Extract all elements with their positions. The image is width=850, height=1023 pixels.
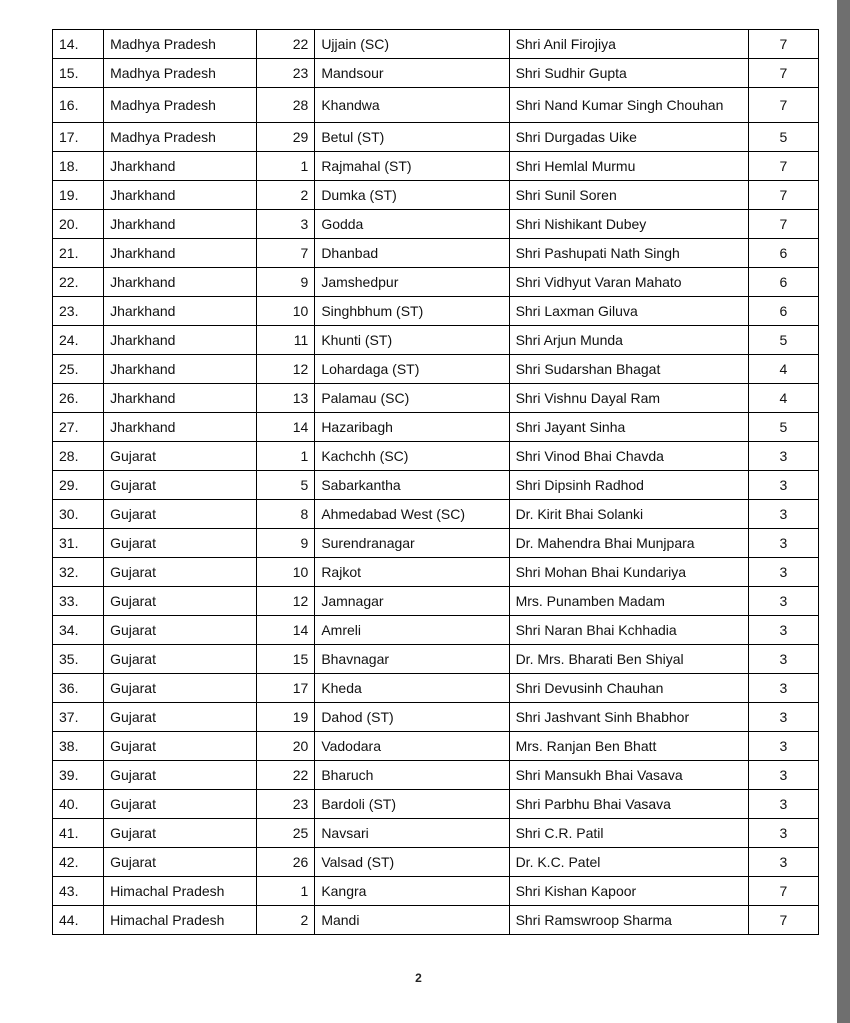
pc-number-cell: 20 xyxy=(257,732,315,761)
serial-number-cell: 29. xyxy=(53,471,104,500)
serial-number-cell: 16. xyxy=(53,88,104,123)
constituency-cell: Khandwa xyxy=(315,88,509,123)
member-name-cell: Shri Jashvant Sinh Bhabhor xyxy=(509,703,748,732)
table-row xyxy=(53,674,819,703)
count-cell: 6 xyxy=(748,239,818,268)
constituency-cell: Valsad (ST) xyxy=(315,848,509,877)
pc-number-cell: 10 xyxy=(257,297,315,326)
count-cell: 7 xyxy=(748,210,818,239)
member-name-cell: Shri Vidhyut Varan Mahato xyxy=(509,268,748,297)
count-cell: 3 xyxy=(748,703,818,732)
state-cell: Gujarat xyxy=(104,471,257,500)
count-cell: 4 xyxy=(748,384,818,413)
serial-number-cell: 44. xyxy=(53,906,104,935)
serial-number-cell: 31. xyxy=(53,529,104,558)
constituency-cell: Navsari xyxy=(315,819,509,848)
state-cell: Gujarat xyxy=(104,500,257,529)
pc-number-cell: 11 xyxy=(257,326,315,355)
count-cell: 3 xyxy=(748,558,818,587)
member-name-cell: Shri Pashupati Nath Singh xyxy=(509,239,748,268)
state-cell: Gujarat xyxy=(104,848,257,877)
count-cell: 7 xyxy=(748,906,818,935)
table-row xyxy=(53,471,819,500)
table-row xyxy=(53,210,819,239)
count-cell: 7 xyxy=(748,88,818,123)
member-name-cell: Shri Hemlal Murmu xyxy=(509,152,748,181)
pc-number-cell: 8 xyxy=(257,500,315,529)
serial-number-cell: 24. xyxy=(53,326,104,355)
count-cell: 3 xyxy=(748,761,818,790)
constituency-cell: Bharuch xyxy=(315,761,509,790)
member-name-cell: Shri Ramswroop Sharma xyxy=(509,906,748,935)
constituency-cell: Mandsour xyxy=(315,59,509,88)
serial-number-cell: 25. xyxy=(53,355,104,384)
state-cell: Gujarat xyxy=(104,587,257,616)
constituency-cell: Singhbhum (ST) xyxy=(315,297,509,326)
table-row xyxy=(53,413,819,442)
serial-number-cell: 33. xyxy=(53,587,104,616)
constituency-cell: Hazaribagh xyxy=(315,413,509,442)
state-cell: Gujarat xyxy=(104,529,257,558)
table-row xyxy=(53,558,819,587)
member-name-cell: Shri Sudhir Gupta xyxy=(509,59,748,88)
pc-number-cell: 3 xyxy=(257,210,315,239)
pc-number-cell: 5 xyxy=(257,471,315,500)
state-cell: Gujarat xyxy=(104,761,257,790)
state-cell: Jharkhand xyxy=(104,239,257,268)
table-row xyxy=(53,616,819,645)
state-cell: Gujarat xyxy=(104,616,257,645)
member-name-cell: Shri Dipsinh Radhod xyxy=(509,471,748,500)
serial-number-cell: 36. xyxy=(53,674,104,703)
state-cell: Jharkhand xyxy=(104,355,257,384)
member-name-cell: Shri Nishikant Dubey xyxy=(509,210,748,239)
table-row xyxy=(53,819,819,848)
constituency-cell: Mandi xyxy=(315,906,509,935)
constituency-cell: Jamshedpur xyxy=(315,268,509,297)
table-row xyxy=(53,59,819,88)
table-row xyxy=(53,239,819,268)
table-row xyxy=(53,500,819,529)
count-cell: 3 xyxy=(748,848,818,877)
member-name-cell: Dr. Mahendra Bhai Munjpara xyxy=(509,529,748,558)
pc-number-cell: 19 xyxy=(257,703,315,732)
serial-number-cell: 34. xyxy=(53,616,104,645)
pc-number-cell: 10 xyxy=(257,558,315,587)
count-cell: 3 xyxy=(748,587,818,616)
state-cell: Gujarat xyxy=(104,790,257,819)
state-cell: Jharkhand xyxy=(104,152,257,181)
serial-number-cell: 28. xyxy=(53,442,104,471)
member-name-cell: Shri Mansukh Bhai Vasava xyxy=(509,761,748,790)
count-cell: 3 xyxy=(748,674,818,703)
pc-number-cell: 7 xyxy=(257,239,315,268)
pc-number-cell: 15 xyxy=(257,645,315,674)
member-name-cell: Shri Nand Kumar Singh Chouhan xyxy=(509,88,748,123)
state-cell: Himachal Pradesh xyxy=(104,877,257,906)
count-cell: 7 xyxy=(748,181,818,210)
state-cell: Gujarat xyxy=(104,732,257,761)
serial-number-cell: 41. xyxy=(53,819,104,848)
count-cell: 3 xyxy=(748,500,818,529)
serial-number-cell: 26. xyxy=(53,384,104,413)
state-cell: Gujarat xyxy=(104,442,257,471)
constituency-cell: Khunti (ST) xyxy=(315,326,509,355)
table-body xyxy=(53,30,819,935)
pc-number-cell: 12 xyxy=(257,355,315,384)
state-cell: Madhya Pradesh xyxy=(104,30,257,59)
state-cell: Madhya Pradesh xyxy=(104,59,257,88)
constituency-cell: Ujjain (SC) xyxy=(315,30,509,59)
constituency-cell: Kheda xyxy=(315,674,509,703)
pc-number-cell: 22 xyxy=(257,761,315,790)
pc-number-cell: 1 xyxy=(257,152,315,181)
serial-number-cell: 27. xyxy=(53,413,104,442)
table-row xyxy=(53,88,819,123)
table-row xyxy=(53,732,819,761)
table-row xyxy=(53,384,819,413)
table-row xyxy=(53,442,819,471)
count-cell: 7 xyxy=(748,152,818,181)
serial-number-cell: 17. xyxy=(53,123,104,152)
count-cell: 3 xyxy=(748,732,818,761)
serial-number-cell: 39. xyxy=(53,761,104,790)
member-name-cell: Shri Jayant Sinha xyxy=(509,413,748,442)
pc-number-cell: 14 xyxy=(257,616,315,645)
member-name-cell: Shri Anil Firojiya xyxy=(509,30,748,59)
serial-number-cell: 37. xyxy=(53,703,104,732)
table-row xyxy=(53,587,819,616)
constituency-cell: Dumka (ST) xyxy=(315,181,509,210)
count-cell: 7 xyxy=(748,877,818,906)
serial-number-cell: 32. xyxy=(53,558,104,587)
member-name-cell: Shri Durgadas Uike xyxy=(509,123,748,152)
pc-number-cell: 23 xyxy=(257,790,315,819)
constituency-cell: Surendranagar xyxy=(315,529,509,558)
table-row xyxy=(53,152,819,181)
count-cell: 3 xyxy=(748,790,818,819)
count-cell: 3 xyxy=(748,645,818,674)
pc-number-cell: 26 xyxy=(257,848,315,877)
serial-number-cell: 43. xyxy=(53,877,104,906)
state-cell: Jharkhand xyxy=(104,384,257,413)
constituency-cell: Bardoli (ST) xyxy=(315,790,509,819)
count-cell: 3 xyxy=(748,819,818,848)
serial-number-cell: 18. xyxy=(53,152,104,181)
count-cell: 7 xyxy=(748,30,818,59)
constituency-cell: Sabarkantha xyxy=(315,471,509,500)
constituency-cell: Palamau (SC) xyxy=(315,384,509,413)
constituency-cell: Kangra xyxy=(315,877,509,906)
member-name-cell: Dr. Mrs. Bharati Ben Shiyal xyxy=(509,645,748,674)
constituency-cell: Godda xyxy=(315,210,509,239)
state-cell: Jharkhand xyxy=(104,268,257,297)
member-name-cell: Shri Parbhu Bhai Vasava xyxy=(509,790,748,819)
constituency-cell: Vadodara xyxy=(315,732,509,761)
serial-number-cell: 30. xyxy=(53,500,104,529)
serial-number-cell: 19. xyxy=(53,181,104,210)
state-cell: Jharkhand xyxy=(104,210,257,239)
table-row xyxy=(53,181,819,210)
pc-number-cell: 22 xyxy=(257,30,315,59)
member-name-cell: Shri Mohan Bhai Kundariya xyxy=(509,558,748,587)
count-cell: 5 xyxy=(748,413,818,442)
table-row xyxy=(53,326,819,355)
pc-number-cell: 2 xyxy=(257,181,315,210)
table-row xyxy=(53,790,819,819)
member-name-cell: Shri C.R. Patil xyxy=(509,819,748,848)
serial-number-cell: 15. xyxy=(53,59,104,88)
member-name-cell: Shri Laxman Giluva xyxy=(509,297,748,326)
pc-number-cell: 12 xyxy=(257,587,315,616)
member-name-cell: Shri Sunil Soren xyxy=(509,181,748,210)
pc-number-cell: 13 xyxy=(257,384,315,413)
count-cell: 7 xyxy=(748,59,818,88)
member-name-cell: Shri Vishnu Dayal Ram xyxy=(509,384,748,413)
table-row xyxy=(53,529,819,558)
count-cell: 6 xyxy=(748,297,818,326)
count-cell: 5 xyxy=(748,326,818,355)
table-row xyxy=(53,848,819,877)
state-cell: Madhya Pradesh xyxy=(104,88,257,123)
member-name-cell: Mrs. Ranjan Ben Bhatt xyxy=(509,732,748,761)
member-name-cell: Dr. Kirit Bhai Solanki xyxy=(509,500,748,529)
constituency-cell: Bhavnagar xyxy=(315,645,509,674)
member-name-cell: Shri Naran Bhai Kchhadia xyxy=(509,616,748,645)
table-row xyxy=(53,703,819,732)
serial-number-cell: 20. xyxy=(53,210,104,239)
state-cell: Gujarat xyxy=(104,819,257,848)
pc-number-cell: 9 xyxy=(257,529,315,558)
serial-number-cell: 14. xyxy=(53,30,104,59)
serial-number-cell: 38. xyxy=(53,732,104,761)
state-cell: Gujarat xyxy=(104,674,257,703)
count-cell: 5 xyxy=(748,123,818,152)
state-cell: Jharkhand xyxy=(104,297,257,326)
table-row xyxy=(53,645,819,674)
state-cell: Gujarat xyxy=(104,703,257,732)
pc-number-cell: 17 xyxy=(257,674,315,703)
table-row xyxy=(53,906,819,935)
state-cell: Gujarat xyxy=(104,645,257,674)
member-name-cell: Shri Kishan Kapoor xyxy=(509,877,748,906)
pc-number-cell: 28 xyxy=(257,88,315,123)
viewer-edge xyxy=(837,0,850,1023)
constituency-cell: Rajkot xyxy=(315,558,509,587)
serial-number-cell: 42. xyxy=(53,848,104,877)
member-name-cell: Shri Arjun Munda xyxy=(509,326,748,355)
table-row xyxy=(53,761,819,790)
pc-number-cell: 9 xyxy=(257,268,315,297)
constituency-cell: Amreli xyxy=(315,616,509,645)
constituency-cell: Betul (ST) xyxy=(315,123,509,152)
table-row xyxy=(53,123,819,152)
serial-number-cell: 21. xyxy=(53,239,104,268)
serial-number-cell: 22. xyxy=(53,268,104,297)
count-cell: 3 xyxy=(748,616,818,645)
constituency-cell: Dahod (ST) xyxy=(315,703,509,732)
table-row xyxy=(53,297,819,326)
member-name-cell: Shri Devusinh Chauhan xyxy=(509,674,748,703)
mp-list-table xyxy=(52,29,819,935)
count-cell: 3 xyxy=(748,442,818,471)
table-row xyxy=(53,268,819,297)
state-cell: Jharkhand xyxy=(104,326,257,355)
constituency-cell: Dhanbad xyxy=(315,239,509,268)
state-cell: Madhya Pradesh xyxy=(104,123,257,152)
member-name-cell: Shri Vinod Bhai Chavda xyxy=(509,442,748,471)
count-cell: 3 xyxy=(748,471,818,500)
constituency-cell: Ahmedabad West (SC) xyxy=(315,500,509,529)
table-row xyxy=(53,30,819,59)
constituency-cell: Lohardaga (ST) xyxy=(315,355,509,384)
member-name-cell: Dr. K.C. Patel xyxy=(509,848,748,877)
pc-number-cell: 23 xyxy=(257,59,315,88)
constituency-cell: Rajmahal (ST) xyxy=(315,152,509,181)
state-cell: Gujarat xyxy=(104,558,257,587)
table-row xyxy=(53,877,819,906)
count-cell: 6 xyxy=(748,268,818,297)
member-name-cell: Mrs. Punamben Madam xyxy=(509,587,748,616)
constituency-cell: Kachchh (SC) xyxy=(315,442,509,471)
count-cell: 4 xyxy=(748,355,818,384)
serial-number-cell: 23. xyxy=(53,297,104,326)
pc-number-cell: 14 xyxy=(257,413,315,442)
pc-number-cell: 2 xyxy=(257,906,315,935)
serial-number-cell: 40. xyxy=(53,790,104,819)
state-cell: Himachal Pradesh xyxy=(104,906,257,935)
pc-number-cell: 1 xyxy=(257,442,315,471)
count-cell: 3 xyxy=(748,529,818,558)
page-number: 2 xyxy=(415,971,422,985)
constituency-cell: Jamnagar xyxy=(315,587,509,616)
state-cell: Jharkhand xyxy=(104,181,257,210)
pc-number-cell: 1 xyxy=(257,877,315,906)
member-name-cell: Shri Sudarshan Bhagat xyxy=(509,355,748,384)
state-cell: Jharkhand xyxy=(104,413,257,442)
pc-number-cell: 25 xyxy=(257,819,315,848)
pc-number-cell: 29 xyxy=(257,123,315,152)
table-row xyxy=(53,355,819,384)
serial-number-cell: 35. xyxy=(53,645,104,674)
